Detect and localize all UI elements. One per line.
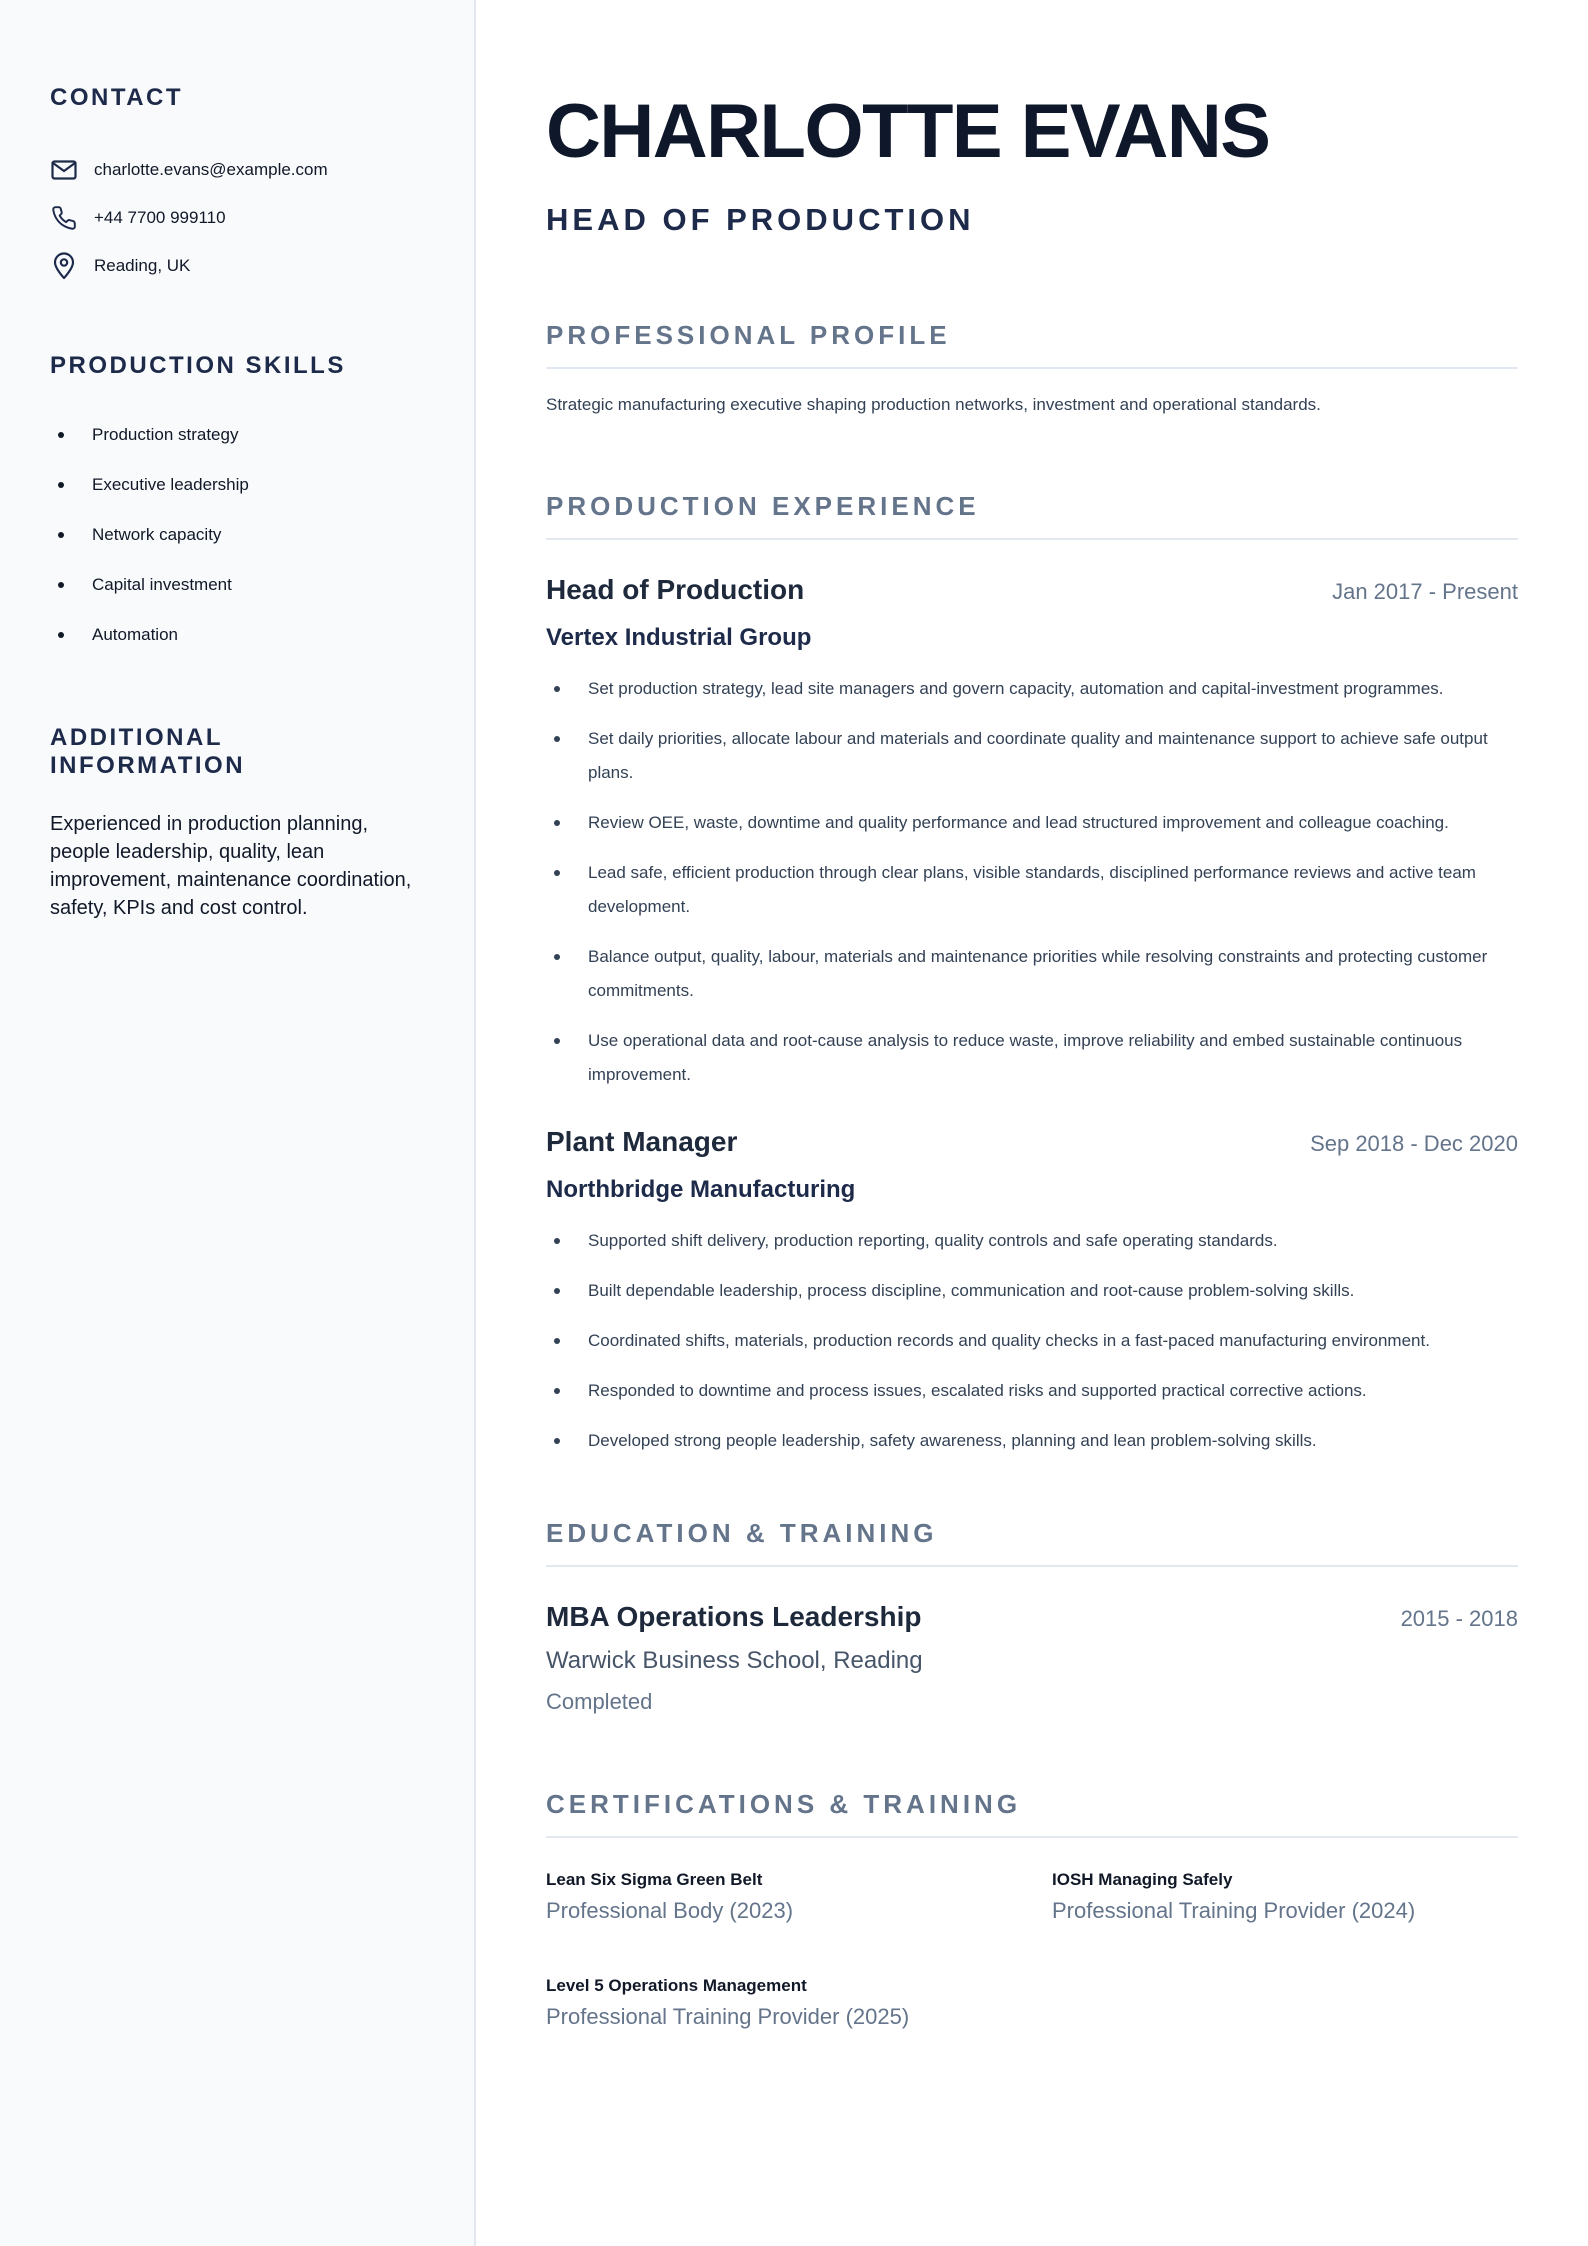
bullet-dot bbox=[554, 870, 560, 876]
skill-label: Automation bbox=[92, 625, 178, 644]
skills-list bbox=[50, 410, 424, 660]
skill-item bbox=[50, 510, 424, 560]
bullet-dot bbox=[58, 482, 64, 488]
job-bullet bbox=[546, 1374, 1518, 1408]
bullet-dot bbox=[554, 820, 560, 826]
education-entry bbox=[546, 1601, 1518, 1715]
sidebar bbox=[0, 0, 476, 2246]
job-role: Plant Manager bbox=[546, 1126, 738, 1157]
job-bullet-text: Review OEE, waste, downtime and quality performance and lead structured improvement and colleague coaching. bbox=[588, 813, 1449, 832]
skill-label: Executive leadership bbox=[92, 475, 249, 494]
job-bullet-text: Developed strong people leadership, safety awareness, planning and lean problem-solving skills. bbox=[588, 1431, 1317, 1450]
job-header bbox=[546, 1126, 1518, 1158]
education-heading: EDUCATION & TRAINING bbox=[546, 1518, 1518, 1567]
job-bullets bbox=[546, 672, 1518, 1092]
bullet-dot bbox=[554, 1288, 560, 1294]
phone-icon bbox=[50, 204, 78, 232]
certifications-grid bbox=[546, 1870, 1518, 2030]
job-dates: Sep 2018 - Dec 2020 bbox=[1310, 1131, 1518, 1156]
certification-source: Professional Body (2023) bbox=[546, 1898, 794, 1923]
job-company: Vertex Industrial Group bbox=[546, 624, 812, 651]
certifications-section bbox=[546, 1789, 1518, 2030]
certification-source: Professional Training Provider (2025) bbox=[546, 2004, 910, 2029]
envelope-icon bbox=[50, 156, 78, 184]
job-dates: Jan 2017 - Present bbox=[1332, 579, 1518, 604]
bullet-dot bbox=[554, 1438, 560, 1444]
job-header bbox=[546, 574, 1518, 606]
bullet-dot bbox=[554, 736, 560, 742]
bullet-dot bbox=[554, 1388, 560, 1394]
job-bullet-text: Use operational data and root-cause analysis to reduce waste, improve reliability and embed sustainable continuous improvement. bbox=[588, 1031, 1463, 1084]
bullet-dot bbox=[554, 1338, 560, 1344]
education-dates: 2015 - 2018 bbox=[1400, 1606, 1518, 1631]
job-bullet-text: Responded to downtime and process issues, escalated risks and supported practical corrective actions. bbox=[588, 1381, 1367, 1400]
job-bullet bbox=[546, 1324, 1518, 1358]
job-bullets bbox=[546, 1224, 1518, 1458]
bullet-dot bbox=[58, 532, 64, 538]
experience-section bbox=[546, 491, 1518, 1458]
certification-name: IOSH Managing Safely bbox=[1052, 1870, 1233, 1889]
job-bullet-text: Supported shift delivery, production reporting, quality controls and safe operating standards. bbox=[588, 1231, 1278, 1250]
contact-list bbox=[50, 146, 424, 290]
job-bullet bbox=[546, 940, 1518, 1008]
job-bullet bbox=[546, 672, 1518, 706]
bullet-dot bbox=[58, 432, 64, 438]
job-bullet-text: Coordinated shifts, materials, production records and quality checks in a fast-paced manufacturing environment. bbox=[588, 1331, 1430, 1350]
education-status: Completed bbox=[546, 1689, 653, 1714]
contact-location-row bbox=[50, 242, 424, 290]
contact-email[interactable]: charlotte.evans@example.com bbox=[94, 160, 328, 179]
experience-heading: PRODUCTION EXPERIENCE bbox=[546, 491, 1518, 540]
certification-item bbox=[546, 1976, 1052, 2030]
education-degree: MBA Operations Leadership bbox=[546, 1601, 922, 1632]
education-header bbox=[546, 1601, 1518, 1633]
education-section bbox=[546, 1518, 1518, 1715]
job-bullet-text: Built dependable leadership, process discipline, communication and root-cause problem-solving skills. bbox=[588, 1281, 1355, 1300]
skill-label: Production strategy bbox=[92, 425, 239, 444]
profile-heading: PROFESSIONAL PROFILE bbox=[546, 320, 1518, 369]
skills-heading: PRODUCTION SKILLS bbox=[50, 352, 346, 379]
map-pin-icon bbox=[50, 252, 78, 280]
skill-item bbox=[50, 610, 424, 660]
additional-info-text: Experienced in production planning, people leadership, quality, lean improvement, maintenance coordination, safety, KPIs and cost control. bbox=[50, 813, 412, 919]
job-company: Northbridge Manufacturing bbox=[546, 1176, 856, 1203]
skill-item bbox=[50, 460, 424, 510]
job-role: Head of Production bbox=[546, 574, 805, 605]
certifications-heading: CERTIFICATIONS & TRAINING bbox=[546, 1789, 1518, 1838]
job-bullet bbox=[546, 1274, 1518, 1308]
profile-text: Strategic manufacturing executive shaping production networks, investment and operational standards. bbox=[546, 395, 1321, 414]
contact-phone-row[interactable] bbox=[50, 194, 424, 242]
job-bullet bbox=[546, 806, 1518, 840]
job-entry bbox=[546, 1126, 1518, 1458]
certification-item bbox=[1052, 1870, 1518, 1924]
bullet-dot bbox=[554, 686, 560, 692]
bullet-dot bbox=[554, 1038, 560, 1044]
main-content bbox=[478, 0, 1588, 2246]
certification-item bbox=[546, 1870, 1052, 1924]
certification-name: Level 5 Operations Management bbox=[546, 1976, 807, 1995]
job-bullet-text: Lead safe, efficient production through clear plans, visible standards, disciplined performance reviews and active team development. bbox=[588, 863, 1476, 916]
skill-label: Network capacity bbox=[92, 525, 222, 544]
bullet-dot bbox=[58, 582, 64, 588]
certification-name: Lean Six Sigma Green Belt bbox=[546, 1870, 763, 1889]
skill-label: Capital investment bbox=[92, 575, 232, 594]
bullet-dot bbox=[58, 632, 64, 638]
contact-heading: CONTACT bbox=[50, 84, 184, 111]
job-bullet bbox=[546, 856, 1518, 924]
job-bullet bbox=[546, 722, 1518, 790]
candidate-name: CHARLOTTE EVANS bbox=[546, 89, 1270, 174]
skill-item bbox=[50, 410, 424, 460]
additional-info-heading: ADDITIONAL INFORMATION bbox=[50, 724, 246, 779]
certification-source: Professional Training Provider (2024) bbox=[1052, 1898, 1416, 1923]
job-bullet-text: Set daily priorities, allocate labour and materials and coordinate quality and maintenance support to achieve safe output plans. bbox=[588, 729, 1488, 782]
job-entry bbox=[546, 574, 1518, 1092]
bullet-dot bbox=[554, 954, 560, 960]
skill-item bbox=[50, 560, 424, 610]
contact-phone[interactable]: +44 7700 999110 bbox=[94, 208, 226, 227]
job-bullet bbox=[546, 1024, 1518, 1092]
job-bullet bbox=[546, 1224, 1518, 1258]
bullet-dot bbox=[554, 1238, 560, 1244]
contact-location: Reading, UK bbox=[94, 256, 191, 275]
education-school: Warwick Business School, Reading bbox=[546, 1647, 923, 1674]
contact-email-row[interactable] bbox=[50, 146, 424, 194]
profile-section bbox=[546, 320, 1518, 415]
job-bullet bbox=[546, 1424, 1518, 1458]
job-bullet-text: Set production strategy, lead site managers and govern capacity, automation and capital-investment programmes. bbox=[588, 679, 1444, 698]
job-bullet-text: Balance output, quality, labour, materials and maintenance priorities while resolving constraints and protecting customer commitments. bbox=[588, 947, 1488, 1000]
candidate-title: HEAD OF PRODUCTION bbox=[546, 202, 975, 237]
